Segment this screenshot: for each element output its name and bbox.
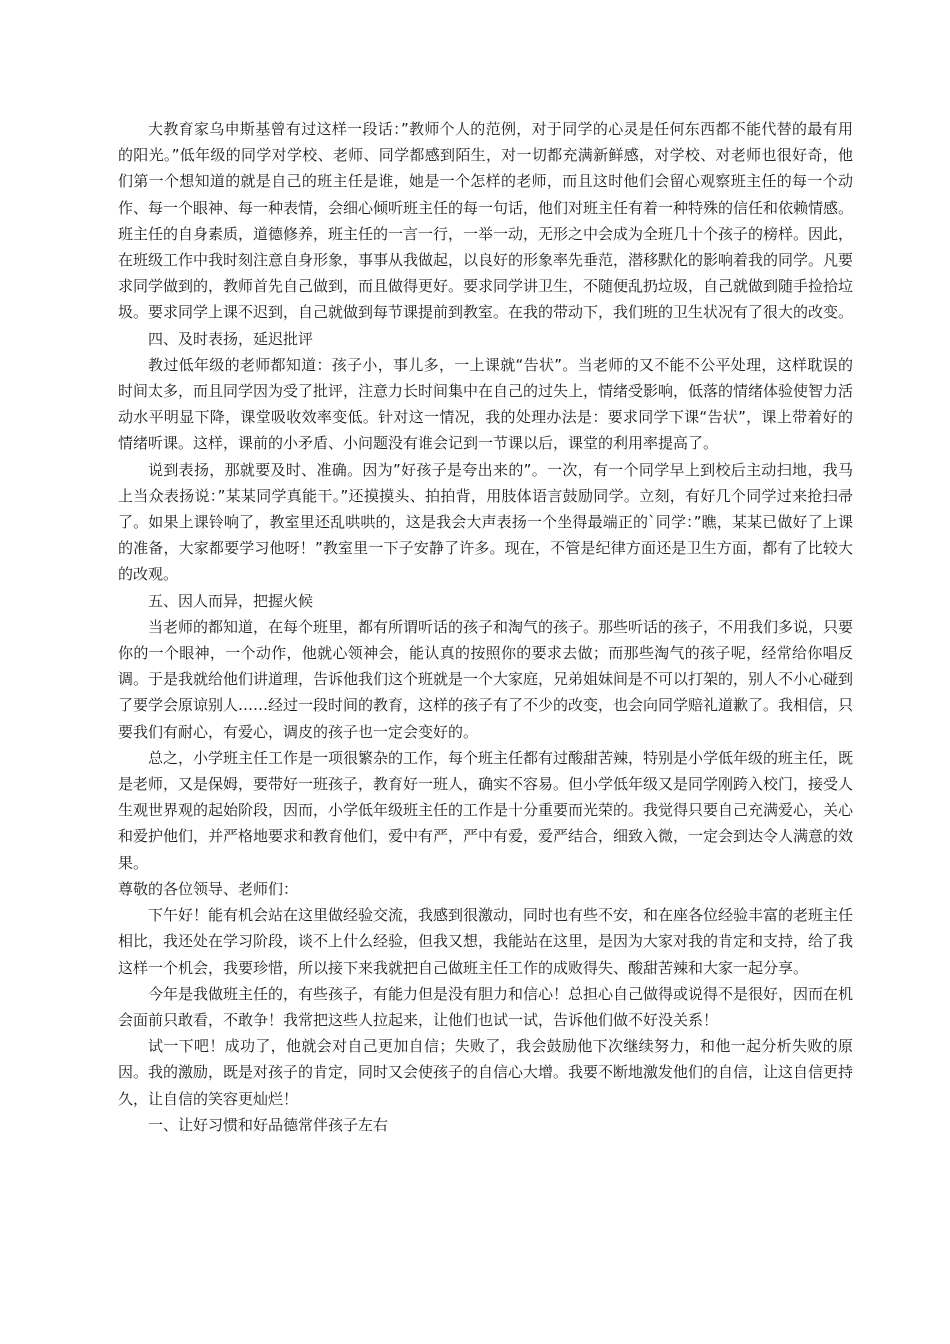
paragraph-teacher-example: 大教育家乌申斯基曾有过这样一段话：”教师个人的范例，对于同学的心灵是任何东西都不能代替的最有用的阳光。”低年级的同学对学校、老师、同学都感到陌生，对一切都充满新鲜感，对学校、对老师也很好奇，他们第一个想知道的就是自己的班主任是谁，她是一个怎样的老师，而且这时他们会留心观察班主任的每一个动作、每一个眼神、每一种表情，会细心倾听班主任的每一句话，他们对班主任有着一种特殊的信任和依赖情感。班主任的自身素质，道德修养，班主任的一言一行，一举一动，无形之中会成为全班几十个孩子的榜样。因此，在班级工作中我时刻注意自身形象，事事从我做起，以良好的形象率先垂范，潜移默化的影响着我的同学。凡要求同学做到的，教师首先自己做到，而且做得更好。要求同学讲卫生，不随便乱扔垃圾，自己就做到随手捡拾垃圾。要求同学上课不迟到，自己就做到每节课提前到教室。在我的带动下，我们班的卫生状况有了很大的改变。 bbox=[118, 120, 854, 322]
paragraph-tattling: 教过低年级的老师都知道：孩子小，事儿多，一上课就“告状”。当老师的又不能不公平处理，这样耽误的时间太多，而且同学因为受了批评，注意力长时间集中在自己的过失上，情绪受影响，低落的情绪体验使智力活动水平明显下降，课堂吸收效率变低。针对这一情况，我的处理办法是：要求同学下课“告状”，课上带着好的情绪听课。这样，课前的小矛盾、小问题没有谁会记到一节课以后，课堂的利用率提高了。 bbox=[118, 355, 854, 453]
paragraph-conclusion: 总之，小学班主任工作是一项很繁杂的工作，每个班主任都有过酸甜苦辣，特别是小学低年级的班主任，既是老师，又是保姆，要带好一班孩子，教育好一班人，确实不容易。但小学低年级又是同学刚跨入校门，接受人生观世界观的起始阶段，因而，小学低年级班主任的工作是十分重要而光荣的。我觉得只要自己充满爱心，关心和爱护他们，并严格地要求和教育他们，爱中有严，严中有爱，爱严结合，细致入微，一定会到达令人满意的效果。 bbox=[118, 748, 854, 872]
paragraph-try: 试一下吧！成功了，他就会对自己更加自信；失败了，我会鼓励他下次继续努力，和他一起分析失败的原因。我的激励，既是对孩子的肯定，同时又会使孩子的自信心大增。我要不断地激发他们的自信，让这自信更持久，让自信的笑容更灿烂！ bbox=[118, 1037, 854, 1108]
paragraph-greeting: 下午好！能有机会站在这里做经验交流，我感到很激动，同时也有些不安，和在座各位经验丰富的老班主任相比，我还处在学习阶段，谈不上什么经验，但我又想，我能站在这里，是因为大家对我的肯定和支持，给了我这样一个机会，我要珍惜，所以接下来我就把自己做班主任工作的成败得失、酸甜苦辣和大家一起分享。 bbox=[118, 906, 854, 977]
section-heading-habits: 一、让好习惯和好品德常伴孩子左右 bbox=[148, 1115, 389, 1134]
document-page bbox=[118, 116, 853, 1138]
paragraph-confidence: 今年是我做班主任的，有些孩子，有能力但是没有胆力和信心！总担心自己做得或说得不是很好，因而在机会面前只敢看，不敢争！我常把这些人拉起来，让他们也试一试，告诉他们做不好没关系！ bbox=[118, 984, 854, 1029]
paragraph-obedient-naughty: 当老师的都知道，在每个班里，都有所谓听话的孩子和淘气的孩子。那些听话的孩子，不用我们多说，只要你的一个眼神，一个动作，他就心领神会，能认真的按照你的要求去做；而那些淘气的孩子呢，经常给你唱反调。于是我就给他们讲道理，告诉他我们这个班就是一个大家庭，兄弟姐妹间是不可以打架的，别人不小心碰到了要学会原谅别人……经过一段时间的教育，这样的孩子有了不少的改变，也会向同学赔礼道歉了。我相信，只要我们有耐心，有爱心，调皮的孩子也一定会变好的。 bbox=[118, 617, 854, 741]
salutation: 尊敬的各位领导、老师们： bbox=[118, 879, 299, 898]
paragraph-praise-timely: 说到表扬，那就要及时、准确。因为”好孩子是夸出来的”。一次，有一个同学早上到校后主动扫地，我马上当众表扬说：”某某同学真能干。”还摸摸头、拍拍背，用肢体语言鼓励同学。立刻，有好几个同学过来抢扫帚了。如果上课铃响了，教室里还乱哄哄的，这是我会大声表扬一个坐得最端正的`同学：”瞧，某某已做好了上课的准备，大家都要学习他呀！”教室里一下子安静了许多。现在，不管是纪律方面还是卫生方面，都有了比较大的改观。 bbox=[118, 460, 853, 584]
section-heading-praise: 四、及时表扬，延迟批评 bbox=[148, 329, 314, 348]
section-heading-individual: 五、因人而异，把握火候 bbox=[148, 591, 314, 610]
